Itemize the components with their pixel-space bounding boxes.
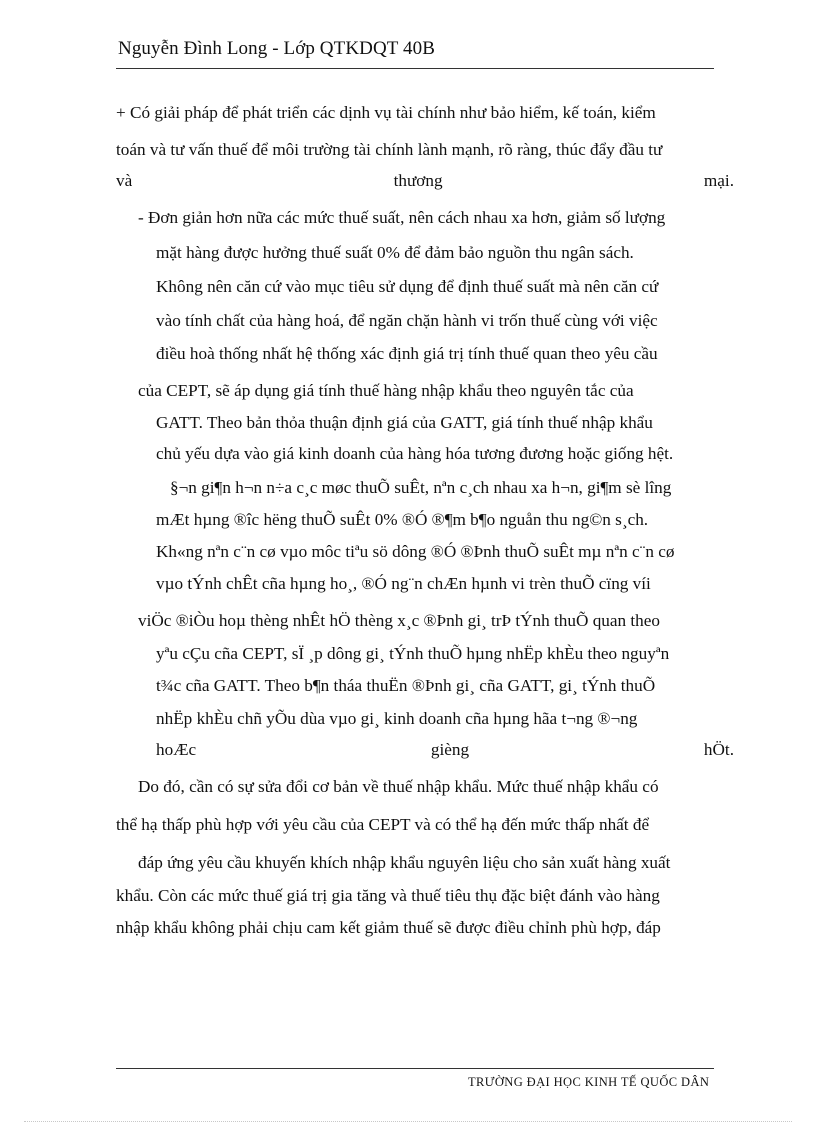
text-line: Kh«ng nªn c¨n cø vµo môc tiªu sö dông ®Ó ®Þnh thuÕ suÊt mµ nªn c¨n cø [156,542,675,561]
text-line: khẩu. Còn các mức thuế giá trị gia tăng và thuế tiêu thụ đặc biệt đánh vào hàng [116,886,660,905]
header-divider [116,68,714,69]
text-line: toán và tư vấn thuế để môi trường tài chính lành mạnh, rõ ràng, thúc đẩy đầu tư [116,140,663,159]
page-bottom-edge [24,1121,792,1122]
text-line: viÖc ®iÒu hoµ thèng nhÊt hÖ thèng x¸c ®Þnh gi¸ trÞ tÝnh thuÕ quan theo [138,611,660,630]
text-line: chủ yếu dựa vào giá kinh doanh của hàng hóa tương đương hoặc giống hệt. [156,444,674,463]
text-line: của CEPT, sẽ áp dụng giá tính thuế hàng nhập khẩu theo nguyên tắc của [138,381,634,400]
text-line: yªu cÇu cña CEPT, sÏ ¸p dông gi¸ tÝnh thuÕ hµng nhËp khÈu theo nguyªn [156,644,670,663]
text-line: đáp ứng yêu cầu khuyến khích nhập khẩu nguyên liệu cho sản xuất hàng xuất [138,853,671,872]
text-line: nhËp khÈu chñ yÕu dùa vµo gi¸ kinh doanh cña hµng hãa t¬ng ®¬ng [156,709,638,728]
text-line: và thương mại. [116,171,734,190]
text-line: mÆt hµng ®îc hëng thuÕ suÊt 0% ®Ó ®¶m b¶o nguån thu ng©n s¸ch. [156,510,649,529]
text-line: Không nên căn cứ vào mục tiêu sử dụng để định thuế suất mà nên căn cứ [156,277,659,296]
text-line: Do đó, cần có sự sửa đổi cơ bản về thuế nhập khẩu. Mức thuế nhập khẩu có [138,777,659,796]
text-line: điều hoà thống nhất hệ thống xác định giá trị tính thuế quan theo yêu cầu [156,344,658,363]
text-line: hoÆc gièng hÖt. [156,740,734,759]
text-line: + Có giải pháp để phát triển các dịnh vụ tài chính như bảo hiểm, kế toán, kiểm [116,103,656,122]
text-line: vào tính chất của hàng hoá, để ngăn chặn hành vi trốn thuế cùng với việc [156,311,658,330]
text-line: GATT. Theo bản thỏa thuận định giá của GATT, giá tính thuế nhập khẩu [156,413,653,432]
text-line: vµo tÝnh chÊt cña hµng ho¸, ®Ó ng¨n chÆn hµnh vi trèn thuÕ cïng víi [156,574,651,593]
page-header-title: Nguyễn Đình Long - Lớp QTKDQT 40B [118,38,435,59]
page-footer-text: TRƯỜNG ĐẠI HỌC KINH TẾ QUỐC DÂN [468,1075,710,1089]
text-line: §¬n gi¶n h¬n n÷a c¸c møc thuÕ suÊt, nªn c¸ch nhau xa h¬n, gi¶m sè lîng [170,478,672,497]
text-line: - Đơn giản hơn nữa các mức thuế suất, nên cách nhau xa hơn, giảm số lượng [138,208,666,227]
text-line: t¾c cña GATT. Theo b¶n tháa thuËn ®Þnh gi¸ cña GATT, gi¸ tÝnh thuÕ [156,676,656,695]
text-line: thể hạ thấp phù hợp với yêu cầu của CEPT và có thể hạ đến mức thấp nhất để [116,815,650,834]
footer-divider [116,1068,714,1069]
text-line: nhập khẩu không phải chịu cam kết giảm thuế sẽ được điều chỉnh phù hợp, đáp [116,918,661,937]
text-line: mặt hàng được hưởng thuế suất 0% để đảm bảo nguồn thu ngân sách. [156,243,634,262]
